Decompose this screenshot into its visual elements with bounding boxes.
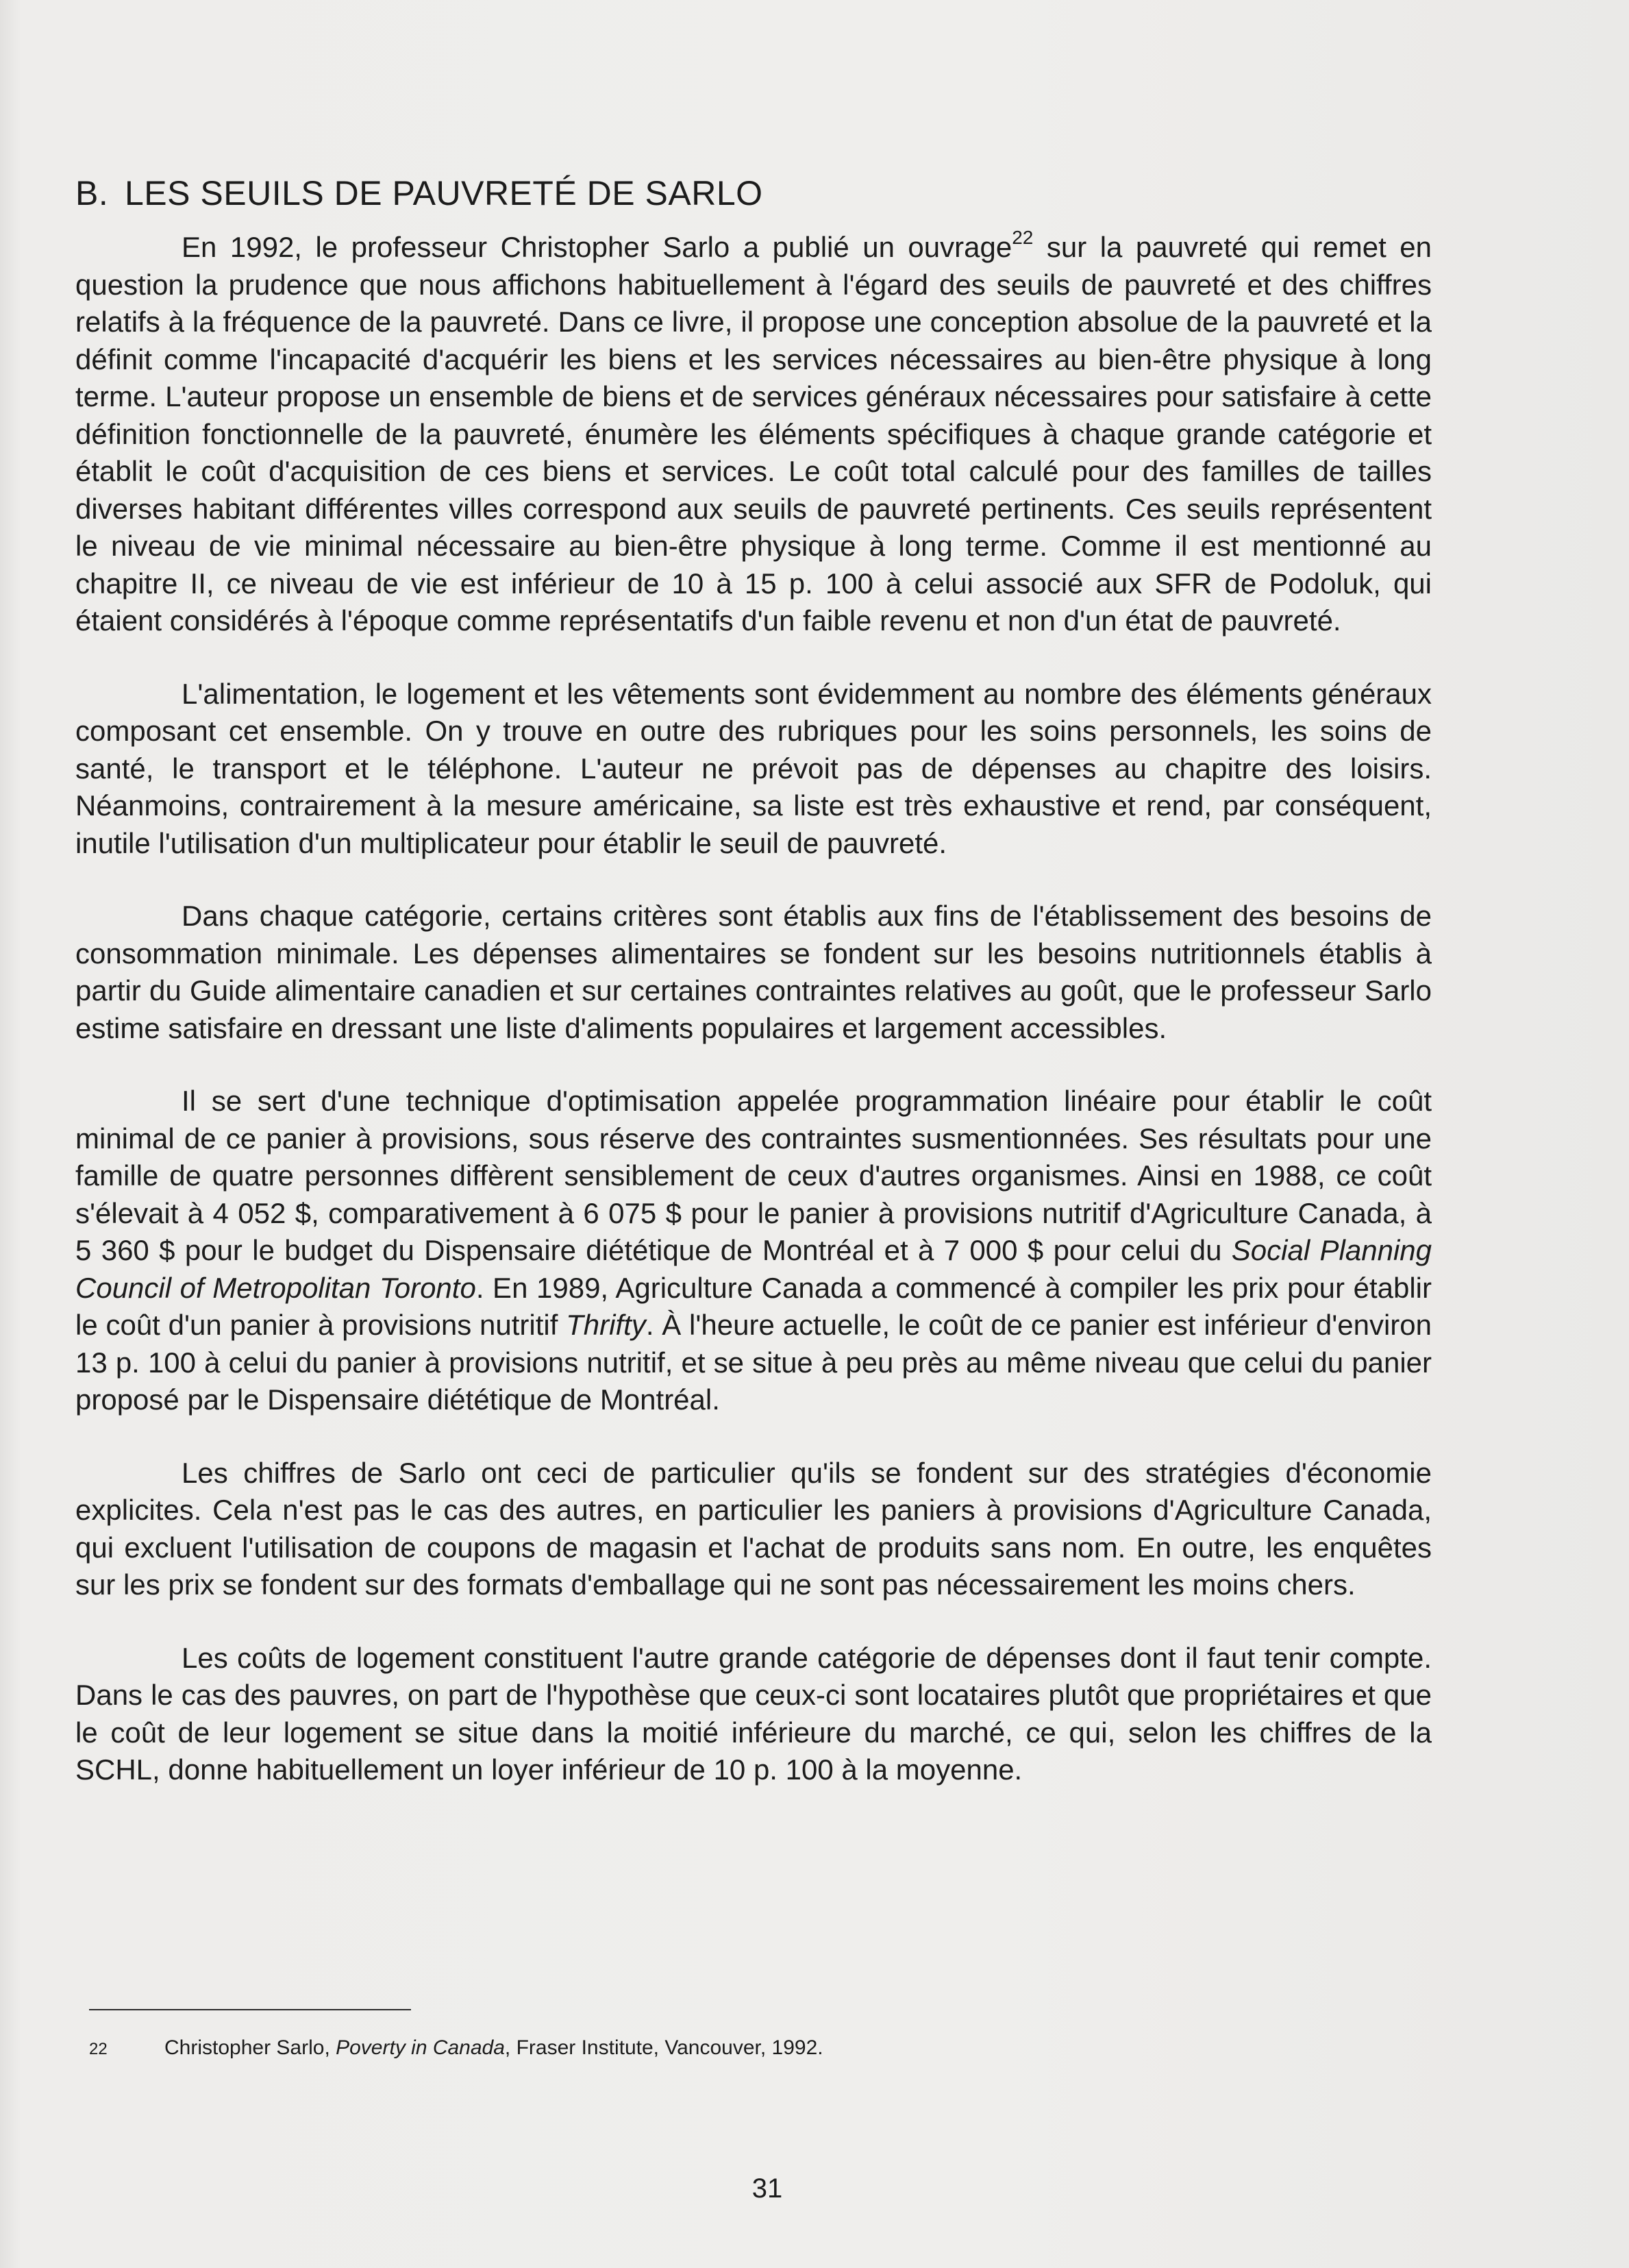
paragraph-4-italic-organization: Social Planning Council of Metropolitan Toronto bbox=[75, 1234, 1432, 1304]
paragraph-3: Dans chaque catégorie, certains critères sont établis aux fins de l'établissement des besoins de consommation minimale. Les dépenses alimentaires se fondent sur les besoins nutritionnels établis à partir du Guide alimentaire canadien et sur certaines contraintes relatives au goût, que le professeur Sarlo estime satisfaire en dressant une liste d'aliments populaires et largement accessibles. bbox=[75, 900, 1432, 1044]
paragraph-5: Les chiffres de Sarlo ont ceci de particulier qu'ils se fondent sur des stratégies d'économie explicites. Cela n'est pas le cas des autres, en particulier les paniers à provisions d'Agriculture Canada, qui excluent l'utilisation de coupons de magasin et l'achat de produits sans nom. En outre, les enquêtes sur les prix se fondent sur des formats d'emballage qui ne sont pas nécessairement les moins chers. bbox=[75, 1456, 1432, 1601]
paragraph-4-text-b: . En 1989, Agriculture Canada a commencé à compiler les prix pour établir le coût d'un panier à provisions nutritif bbox=[75, 1271, 1432, 1341]
page-number: 31 bbox=[751, 2173, 783, 2204]
paragraph-4-italic-thrifty: Thrifty bbox=[566, 1309, 646, 1341]
footnote-book-title: Poverty in Canada bbox=[336, 2036, 505, 2059]
footnote bbox=[89, 2035, 1391, 2062]
paragraph-1-text-a: En 1992, le professeur Christopher Sarlo a publié un ouvrage bbox=[182, 231, 1012, 263]
paragraph-4-text-c: . À l'heure actuelle, le coût de ce panier est inférieur d'environ 13 p. 100 à celui du panier à provisions nutritif, et se situe à peu près au même niveau que celui du panier proposé par le Dispensaire diététique de Montréal. bbox=[75, 1309, 1432, 1416]
paragraph-1-text-b: sur la pauvreté qui remet en question la prudence que nous affichons habituellement à l'égard des seuils de pauvreté et des chiffres relatifs à la fréquence de la pauvreté. Dans ce livre, il propose une conception absolue de la pauvreté et la définit comme l'incapacité d'acquérir les biens et les services nécessaires au bien-être physique à long terme. L'auteur propose un ensemble de biens et de services généraux nécessaires pour satisfaire à cette définition fonctionnelle de la pauvreté, énumère les éléments spécifiques à chaque grande catégorie et établit le coût d'acquisition de ces biens et services. Le coût total calculé pour des familles de tailles diverses habitant différentes villes correspond aux seuils de pauvreté pertinents. Ces seuils représentent le niveau de vie minimal nécessaire au bien-être physique à long terme. Comme il est mentionné au chapitre II, ce niveau de vie est inférieur de 10 à 15 p. 100 à celui associé aux SFR de Podoluk, qui étaient considérés à l'époque comme représentatifs d'un faible revenu et non d'un état de pauvreté. bbox=[75, 231, 1432, 637]
paragraph-4 bbox=[75, 1083, 1432, 1419]
section-title: LES SEUILS DE PAUVRETÉ DE SARLO bbox=[125, 174, 763, 212]
section-heading bbox=[75, 173, 1432, 214]
footnote-number: 22 bbox=[89, 2040, 108, 2058]
footnote-divider bbox=[89, 2009, 411, 2010]
paragraph-2: L'alimentation, le logement et les vêtements sont évidemment au nombre des éléments généraux composant cet ensemble. On y trouve en outre des rubriques pour les soins personnels, les soins de santé, le transport et le téléphone. L'auteur ne prévoit pas de dépenses au chapitre des loisirs. Néanmoins, contrairement à la mesure américaine, sa liste est très exhaustive et rend, par conséquent, inutile l'utilisation d'un multiplicateur pour établir le seuil de pauvreté. bbox=[75, 677, 1432, 859]
paragraph-6: Les coûts de logement constituent l'autre grande catégorie de dépenses dont il faut tenir compte. Dans le cas des pauvres, on part de l'hypothèse que ceux-ci sont locataires plutôt que propriétaires et que le coût de leur logement se situe dans la moitié inférieure du marché, ce qui, selon les chiffres de la SCHL, donne habituellement un loyer inférieur de 10 p. 100 à la moyenne. bbox=[75, 1641, 1432, 1786]
footnote-author: Christopher Sarlo, bbox=[164, 2036, 336, 2059]
paragraph-4-text-a: Il se sert d'une technique d'optimisation appelée programmation linéaire pour établir le coût minimal de ce panier à provisions, sous réserve des contraintes susmentionnées. Ses résultats pour une famille de quatre personnes diffèrent sensiblement de ceux d'autres organismes. Ainsi en 1988, ce coût s'élevait à 4 052 $, comparativement à 6 075 $ pour le panier à provisions nutritif d'Agriculture Canada, à 5 360 $ pour le budget du Dispensaire diététique de Montréal et à 7 000 $ pour celui du bbox=[75, 1085, 1432, 1266]
section-letter: B. bbox=[75, 174, 109, 212]
footnote-publisher: , Fraser Institute, Vancouver, 1992. bbox=[504, 2036, 823, 2059]
footnote-reference: 22 bbox=[1012, 227, 1034, 248]
paragraph-1 bbox=[75, 229, 1432, 640]
page-body bbox=[75, 173, 1432, 1825]
